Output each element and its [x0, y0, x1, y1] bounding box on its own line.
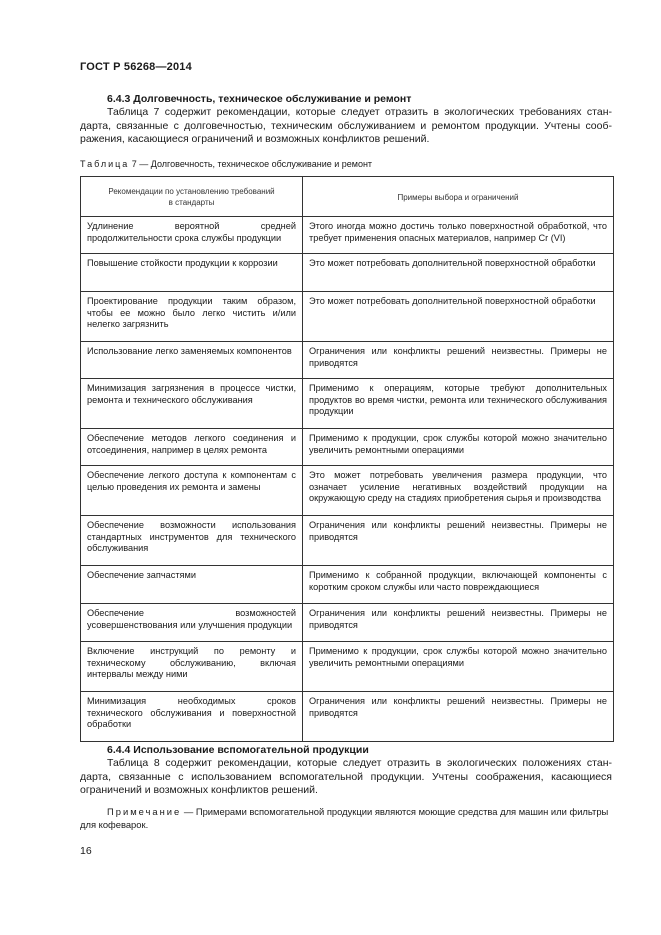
- document-code: ГОСТ Р 56268—2014: [80, 61, 192, 73]
- table-row: [81, 292, 614, 342]
- table-cell-recommendation: Обеспечение легкого доступа к компонентам с целью проведения их ремонта и замены: [81, 466, 303, 516]
- table-row: [81, 342, 614, 379]
- section-paragraph-6-4-4: [80, 757, 612, 798]
- table-row: [81, 516, 614, 566]
- table-cell-example: Применимо к продукции, срок службы которой можно значительно увеличить ремонтными операциями: [303, 642, 614, 692]
- table-cell-example: Это может потребовать увеличения размера продукции, что означает усиление негативных воздействий продукции на окружающую среду на стадиях приобретения сырья и производства: [303, 466, 614, 516]
- table-caption: [80, 159, 372, 169]
- table-row: [81, 217, 614, 254]
- table-caption-title: 7 — Долговечность, техническое обслуживание и ремонт: [129, 159, 373, 169]
- table-header-examples: Примеры выбора и ограничений: [303, 177, 614, 217]
- table-cell-example: Это может потребовать дополнительной поверхностной обработки: [303, 292, 614, 342]
- table-cell-recommendation: Удлинение вероятной средней продолжительности срока службы продукции: [81, 217, 303, 254]
- table-row: [81, 566, 614, 604]
- paragraph-line: Таблица 7 содержит рекомендации, которые следует отразить в экологических требованиях стан-: [107, 106, 612, 118]
- table-cell-example: Ограничения или конфликты решений неизвестны. Примеры не приводятся: [303, 516, 614, 566]
- table-row: [81, 429, 614, 466]
- paragraph-line: ограничений и возможных конфликтов решений.: [80, 784, 318, 797]
- table-cell-recommendation: Использование легко заменяемых компонентов: [81, 342, 303, 379]
- paragraph-line: Таблица 8 содержит рекомендации, которые следует отразить в экологических положениях стан-: [107, 757, 612, 769]
- table-cell-example: Ограничения или конфликты решений неизвестны. Примеры не приводятся: [303, 604, 614, 642]
- section-heading-6-4-3: 6.4.3 Долговечность, техническое обслуживание и ремонт: [107, 93, 412, 105]
- table-row: [81, 642, 614, 692]
- table-cell-example: Этого иногда можно достичь только поверхностной обработкой, что требует применения опасных материалов, например Cr (VI): [303, 217, 614, 254]
- note-text: — Примерами вспомогательной продукции являются моющие средства для машин или фильтры для кофеварок.: [80, 806, 609, 830]
- table-cell-recommendation: Обеспечение возможности использования стандартных инструментов для технического обслуживания: [81, 516, 303, 566]
- table-row: [81, 692, 614, 742]
- table-cell-recommendation: Обеспечение запчастями: [81, 566, 303, 604]
- table-7: [80, 176, 614, 742]
- table-cell-recommendation: Проектирование продукции таким образом, чтобы ее можно было легко чистить и/или нелегко загрязнить: [81, 292, 303, 342]
- table-cell-example: Ограничения или конфликты решений неизвестны. Примеры не приводятся: [303, 692, 614, 742]
- table-caption-label: Таблица: [80, 159, 130, 169]
- page-number: 16: [80, 845, 92, 857]
- table-row: [81, 466, 614, 516]
- table-cell-recommendation: Минимизация необходимых сроков технического обслуживания и поверхностной обработки: [81, 692, 303, 742]
- table-cell-example: Применимо к операциям, которые требуют дополнительных продуктов во время чистки, ремонта или технического обслуживания продукции: [303, 379, 614, 429]
- table-cell-example: Ограничения или конфликты решений неизвестны. Примеры не приводятся: [303, 342, 614, 379]
- table-row: [81, 379, 614, 429]
- section-heading-6-4-4: 6.4.4 Использование вспомогательной продукции: [107, 744, 369, 756]
- table-cell-example: Применимо к продукции, срок службы которой можно значительно увеличить ремонтными операциями: [303, 429, 614, 466]
- note: [80, 806, 612, 831]
- paragraph-line: дарта, связанные с долговечностью, техническим обслуживанием и ремонтом продукции. Учтены сооб-: [80, 119, 612, 132]
- table-cell-recommendation: Включение инструкций по ремонту и техническому обслуживанию, включая интервалы между ними: [81, 642, 303, 692]
- table-cell-recommendation: Обеспечение методов легкого соединения и отсоединения, например в целях ремонта: [81, 429, 303, 466]
- table-cell-recommendation: Повышение стойкости продукции к коррозии: [81, 254, 303, 292]
- paragraph-line: ражения, касающиеся ограничений и возможных конфликтов решений.: [80, 133, 430, 146]
- table-cell-example: Это может потребовать дополнительной поверхностной обработки: [303, 254, 614, 292]
- table-header-row: [81, 177, 614, 217]
- paragraph-line: дарта, связанные с использованием вспомогательной продукции. Учтены соображения, касающиеся: [80, 770, 612, 783]
- section-paragraph-6-4-3: [80, 106, 612, 147]
- table-row: [81, 604, 614, 642]
- table-row: [81, 254, 614, 292]
- table-cell-recommendation: Минимизация загрязнения в процессе чистки, ремонта и технического обслуживания: [81, 379, 303, 429]
- table-cell-example: Применимо к собранной продукции, включающей компоненты с коротким сроком службы или часто повреждающиеся: [303, 566, 614, 604]
- table-cell-recommendation: Обеспечение возможностей усовершенствования или улучшения продукции: [81, 604, 303, 642]
- note-label: Примечание: [107, 806, 182, 817]
- table-header-recommendations: Рекомендации по установлению требований в стандарты: [81, 177, 303, 217]
